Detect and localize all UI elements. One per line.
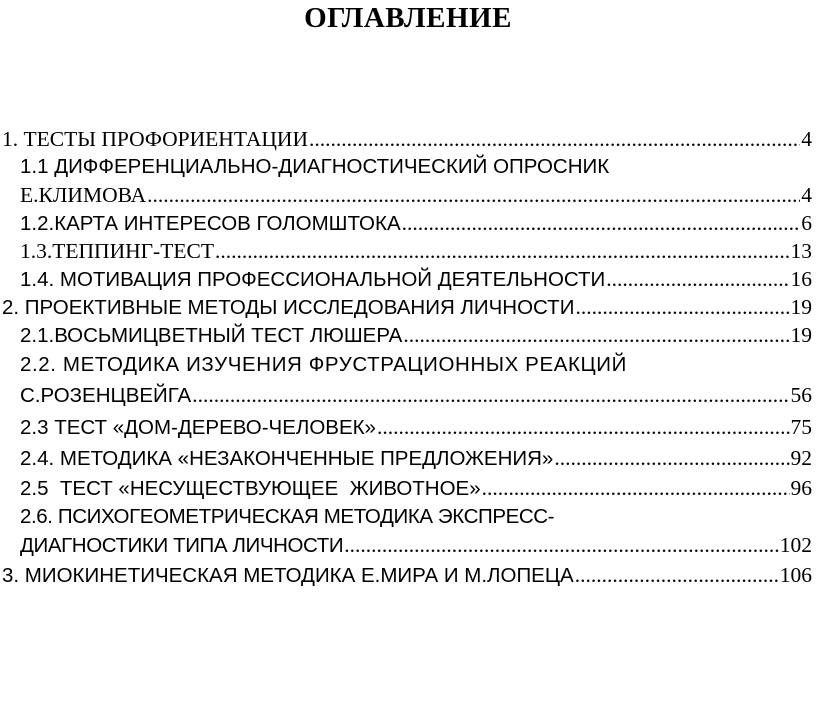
toc-entry-title: 2.5 ТЕСТ «НЕСУЩЕСТВУЮЩЕЕ ЖИВОТНОЕ»: [20, 477, 481, 500]
toc-entry[interactable]: [2, 561, 812, 589]
toc-entry-title: 2.4. МЕТОДИКА «НЕЗАКОНЧЕННЫЕ ПРЕДЛОЖЕНИЯ»: [20, 447, 554, 470]
toc-entry-title: 3. МИОКИНЕТИЧЕСКАЯ МЕТОДИКА Е.МИРА И М.ЛОПЕЦА: [2, 564, 574, 587]
dot-leader: [606, 265, 789, 293]
toc-entry-title: Е.КЛИМОВА: [20, 183, 147, 207]
dot-leader: [554, 444, 789, 472]
toc-entry-title: 2.6. ПСИХОГЕОМЕТРИЧЕСКАЯ МЕТОДИКА ЭКСПРЕСС-: [20, 505, 555, 528]
toc-entry-page: 6: [801, 211, 812, 235]
toc-entry-page: 56: [790, 383, 812, 407]
dot-leader: [575, 293, 789, 321]
toc-entry-page: 75: [790, 415, 812, 439]
dot-leader: [482, 474, 790, 502]
toc-entry-title: 1.4. МОТИВАЦИЯ ПРОФЕССИОНАЛЬНОЙ ДЕЯТЕЛЬНОСТИ: [20, 268, 606, 291]
toc-entry-page: 92: [790, 446, 812, 470]
toc-entry-title: 2.3 ТЕСТ «ДОМ-ДЕРЕВО-ЧЕЛОВЕК»: [20, 416, 376, 439]
toc-entry[interactable]: [20, 181, 812, 209]
toc-entry-title: 1.2.КАРТА ИНТЕРЕСОВ ГОЛОМШТОКА: [20, 212, 401, 235]
toc-entry[interactable]: [20, 321, 812, 349]
toc-entry[interactable]: [20, 381, 812, 409]
toc-entry-page: 16: [790, 267, 812, 291]
dot-leader: [192, 381, 789, 409]
toc-entry-page: 106: [779, 563, 812, 587]
toc-entry-title: 1. ТЕСТЫ ПРОФОРИЕНТАЦИИ: [2, 127, 308, 151]
toc-entry[interactable]: [20, 474, 812, 502]
toc-entry[interactable]: [20, 444, 812, 472]
dot-leader: [402, 209, 801, 237]
toc-entry-title: 2.2. МЕТОДИКА ИЗУЧЕНИЯ ФРУСТРАЦИОННЫХ РЕАКЦИЙ: [20, 353, 627, 376]
toc-entry[interactable]: [20, 265, 812, 293]
toc-entry[interactable]: [20, 209, 812, 237]
toc-entry[interactable]: [2, 293, 812, 321]
toc-entry-title: ДИАГНОСТИКИ ТИПА ЛИЧНОСТИ: [20, 534, 344, 557]
toc-entry-page: 96: [790, 476, 812, 500]
toc-entry[interactable]: [20, 413, 812, 441]
dot-leader: [403, 321, 789, 349]
toc-entry[interactable]: [20, 237, 812, 265]
toc-entry-page: 102: [779, 533, 812, 557]
toc-entry[interactable]: [2, 125, 812, 153]
toc-entry[interactable]: [20, 531, 812, 559]
dot-leader: [344, 531, 779, 559]
dot-leader: [147, 181, 800, 209]
toc-entry-title: С.РОЗЕНЦВЕЙГА: [20, 384, 192, 407]
dot-leader: [575, 561, 779, 589]
toc-entry-page: 19: [790, 295, 812, 319]
toc-entry-page: 13: [790, 239, 812, 263]
dot-leader: [309, 125, 800, 153]
toc-entry-page: 19: [790, 323, 812, 347]
dot-leader: [377, 413, 790, 441]
dot-leader: [215, 237, 790, 265]
toc-entry-title: 2.1.ВОСЬМИЦВЕТНЫЙ ТЕСТ ЛЮШЕРА: [20, 324, 403, 347]
toc-entry-page: 4: [801, 183, 812, 207]
toc-entry-title: 2. ПРОЕКТИВНЫЕ МЕТОДЫ ИССЛЕДОВАНИЯ ЛИЧНОСТИ: [2, 296, 575, 319]
toc-entry-title: 1.1 ДИФФЕРЕНЦИАЛЬНО-ДИАГНОСТИЧЕСКИЙ ОПРОСНИК: [20, 155, 610, 178]
page-title: ОГЛАВЛЕНИЕ: [304, 2, 512, 34]
toc-entry-title: 1.3.ТЕППИНГ-ТЕСТ: [20, 239, 214, 263]
toc-entry-page: 4: [801, 127, 812, 151]
